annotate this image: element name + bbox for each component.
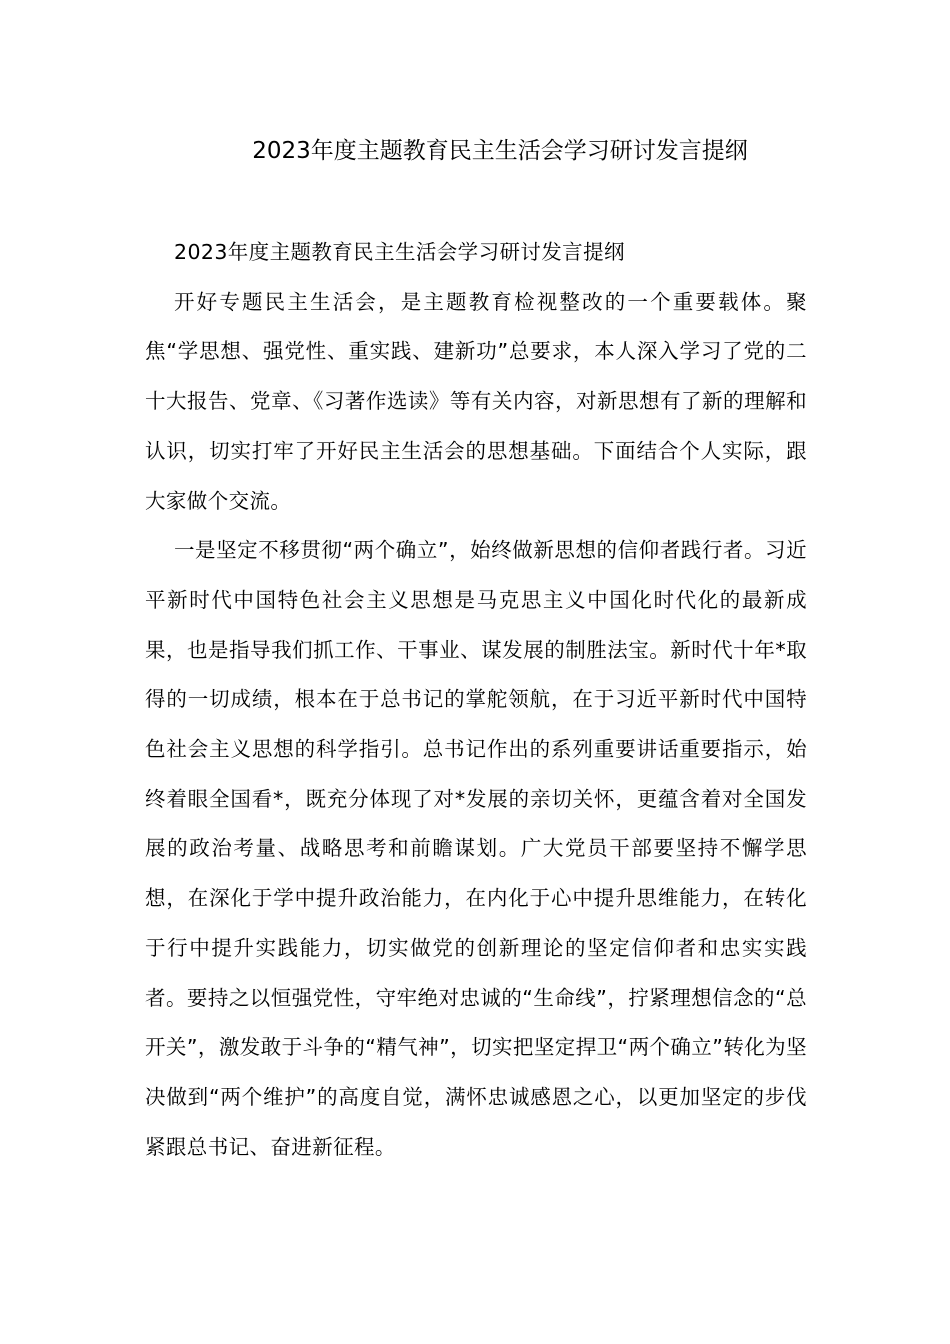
document-body <box>145 228 807 1172</box>
body-paragraph-heading: 2023年度主题教育民主生活会学习研讨发言提纲 <box>174 240 625 264</box>
body-paragraph-intro: 开好专题民主生活会，是主题教育检视整改的一个重要载体。聚焦“学思想、强党性、重实践、建新功”总要求，本人深入学习了党的二十大报告、党章、《习著作选读》等有关内容，对新思想有了新的理解和认识，切实打牢了开好民主生活会的思想基础。下面结合个人实际，跟大家做个交流。 <box>145 289 807 513</box>
document-title: 2023年度主题教育民主生活会学习研讨发言提纲 <box>252 138 748 164</box>
body-paragraph-point-one: 一是坚定不移贯彻“两个确立”，始终做新思想的信仰者践行者。习近平新时代中国特色社会主义思想是马克思主义中国化时代化的最新成果，也是指导我们抓工作、干事业、谋发展的制胜法宝。新时代十年*取得的一切成绩，根本在于总书记的掌舵领航，在于习近平新时代中国特色社会主义思想的科学指引。总书记作出的系列重要讲话重要指示，始终着眼全国看*，既充分体现了对*发展的亲切关怀，更蕴含着对全国发展的政治考量、战略思考和前瞻谋划。广大党员干部要坚持不懈学思想，在深化于学中提升政治能力，在内化于心中提升思维能力，在转化于行中提升实践能力，切实做党的创新理论的坚定信仰者和忠实实践者。要持之以恒强党性，守牢绝对忠诚的“生命线”，拧紧理想信念的“总开关”，激发敢于斗争的“精气神”，切实把坚定捍卫“两个确立”转化为坚决做到“两个维护”的高度自觉，满怀忠诚感恩之心，以更加坚定的步伐紧跟总书记、奋进新征程。 <box>145 538 807 1159</box>
